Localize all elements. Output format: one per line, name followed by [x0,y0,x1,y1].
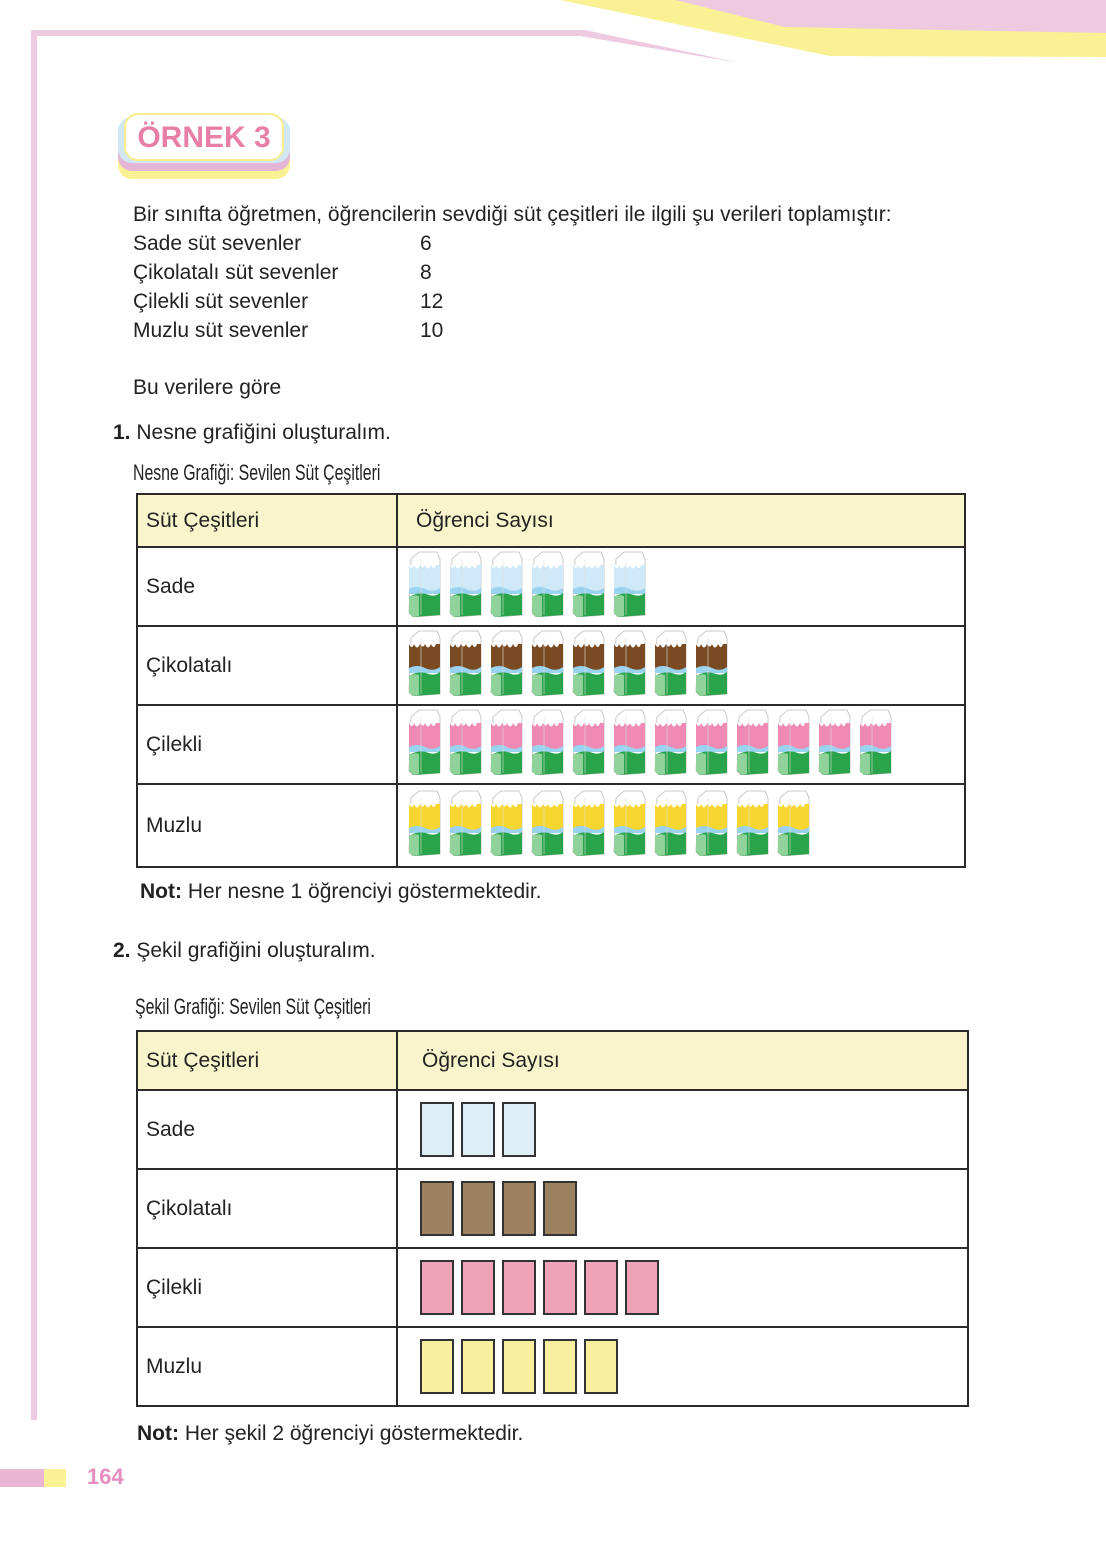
rectangle-shape [584,1339,618,1394]
data-row [133,229,493,258]
data-row [133,287,493,316]
data-value: 12 [420,290,444,313]
step-text: Nesne grafiğini oluşturalım. [136,421,391,444]
data-value: 10 [420,319,444,342]
rectangle-shape [461,1181,495,1236]
data-label: Çikolatalı süt sevenler [133,261,339,284]
page-number: 164 [87,1464,124,1489]
object-graph-table [136,493,966,868]
table-row [137,1327,968,1406]
note-label: Not: [140,880,182,903]
category-label: Sade [137,1090,397,1169]
note-label: Not: [137,1422,179,1445]
rectangle-shape [420,1260,454,1315]
header-milk-types: Süt Çeşitleri [137,1031,397,1090]
rectangle-shape [502,1339,536,1394]
milk-carton-icon [653,790,687,862]
milk-carton-icon [530,790,564,862]
rectangle-shape [420,1339,454,1394]
category-label: Muzlu [137,784,397,867]
data-label: Muzlu süt sevenler [133,319,309,342]
rectangle-shape [461,1260,495,1315]
milk-carton-icon [776,790,810,862]
rectangle-shape [543,1260,577,1315]
table-row [137,784,965,867]
note-text: Her şekil 2 öğrenciyi göstermektedir. [178,1422,524,1445]
table-row [137,1090,968,1169]
milk-carton-icon [735,790,769,862]
shape-cell [398,1102,967,1157]
pictogram-cell [398,709,964,781]
step-2 [113,936,376,965]
milk-carton-icon [407,790,441,862]
rectangle-shape [502,1260,536,1315]
rectangle-shape [502,1181,536,1236]
shape-cell [398,1260,967,1315]
milk-carton-icon [448,790,482,862]
milk-carton-icon [571,790,605,862]
step-number: 1. [113,421,131,444]
rectangle-shape [420,1102,454,1157]
step-1 [113,418,391,447]
rectangle-shape [543,1339,577,1394]
milk-carton-icon [530,709,564,781]
header-student-count: Öğrenci Sayısı [397,494,965,547]
object-graph-note [140,877,542,906]
category-label: Çikolatalı [137,626,397,705]
milk-carton-icon [407,630,441,702]
milk-carton-icon [489,790,523,862]
intro-text: Bir sınıfta öğretmen, öğrencilerin sevdiği süt çeşitleri ile ilgili şu verileri toplamıştır: [133,203,892,226]
milk-carton-icon [612,790,646,862]
rectangle-shape [420,1181,454,1236]
milk-carton-icon [694,709,728,781]
milk-carton-icon [694,790,728,862]
badge-label: ÖRNEK 3 [124,113,284,161]
milk-carton-icon [653,709,687,781]
shape-graph-title: Şekil Grafiği: Sevilen Süt Çeşitleri [135,994,371,1019]
category-label: Muzlu [137,1327,397,1406]
pictogram-cell [398,551,964,623]
category-label: Çilekli [137,1248,397,1327]
note-text: Her nesne 1 öğrenciyi göstermektedir. [181,880,542,903]
data-label: Çilekli süt sevenler [133,290,309,313]
data-row [133,258,493,287]
category-label: Sade [137,547,397,626]
table-row [137,626,965,705]
milk-carton-icon [735,709,769,781]
milk-carton-icon [653,630,687,702]
step-number: 2. [113,939,131,962]
shape-cell [398,1181,967,1236]
milk-carton-icon [571,551,605,623]
pictogram-cell [398,790,964,862]
milk-carton-icon [448,551,482,623]
milk-carton-icon [858,709,892,781]
step-text: Şekil grafiğini oluşturalım. [136,939,376,962]
milk-carton-icon [489,551,523,623]
rectangle-shape [461,1102,495,1157]
object-graph-title: Nesne Grafiği: Sevilen Süt Çeşitleri [133,460,381,485]
milk-carton-icon [530,630,564,702]
example-badge [118,113,290,179]
milk-carton-icon [612,551,646,623]
data-row [133,316,493,345]
table-row [137,705,965,784]
milk-carton-icon [694,630,728,702]
header-milk-types: Süt Çeşitleri [137,494,397,547]
shape-graph-table [136,1030,969,1407]
table-row [137,1248,968,1327]
milk-carton-icon [448,709,482,781]
shape-graph-note [137,1419,523,1448]
milk-carton-icon [489,630,523,702]
table-row [137,547,965,626]
milk-carton-icon [489,709,523,781]
data-list [133,229,493,345]
milk-carton-icon [448,630,482,702]
milk-carton-icon [776,709,810,781]
milk-carton-icon [817,709,851,781]
category-label: Çilekli [137,705,397,784]
milk-carton-icon [571,709,605,781]
shape-cell [398,1339,967,1394]
rectangle-shape [625,1260,659,1315]
data-value: 8 [420,261,432,284]
milk-carton-icon [407,709,441,781]
milk-carton-icon [612,709,646,781]
data-value: 6 [420,232,432,255]
milk-carton-icon [530,551,564,623]
according-text: Bu verilere göre [133,376,282,399]
rectangle-shape [584,1260,618,1315]
pictogram-cell [398,630,964,702]
milk-carton-icon [407,551,441,623]
milk-carton-icon [612,630,646,702]
category-label: Çikolatalı [137,1169,397,1248]
rectangle-shape [543,1181,577,1236]
milk-carton-icon [571,630,605,702]
table-row [137,1169,968,1248]
rectangle-shape [461,1339,495,1394]
rectangle-shape [502,1102,536,1157]
data-label: Sade süt sevenler [133,232,302,255]
header-student-count: Öğrenci Sayısı [397,1031,968,1090]
